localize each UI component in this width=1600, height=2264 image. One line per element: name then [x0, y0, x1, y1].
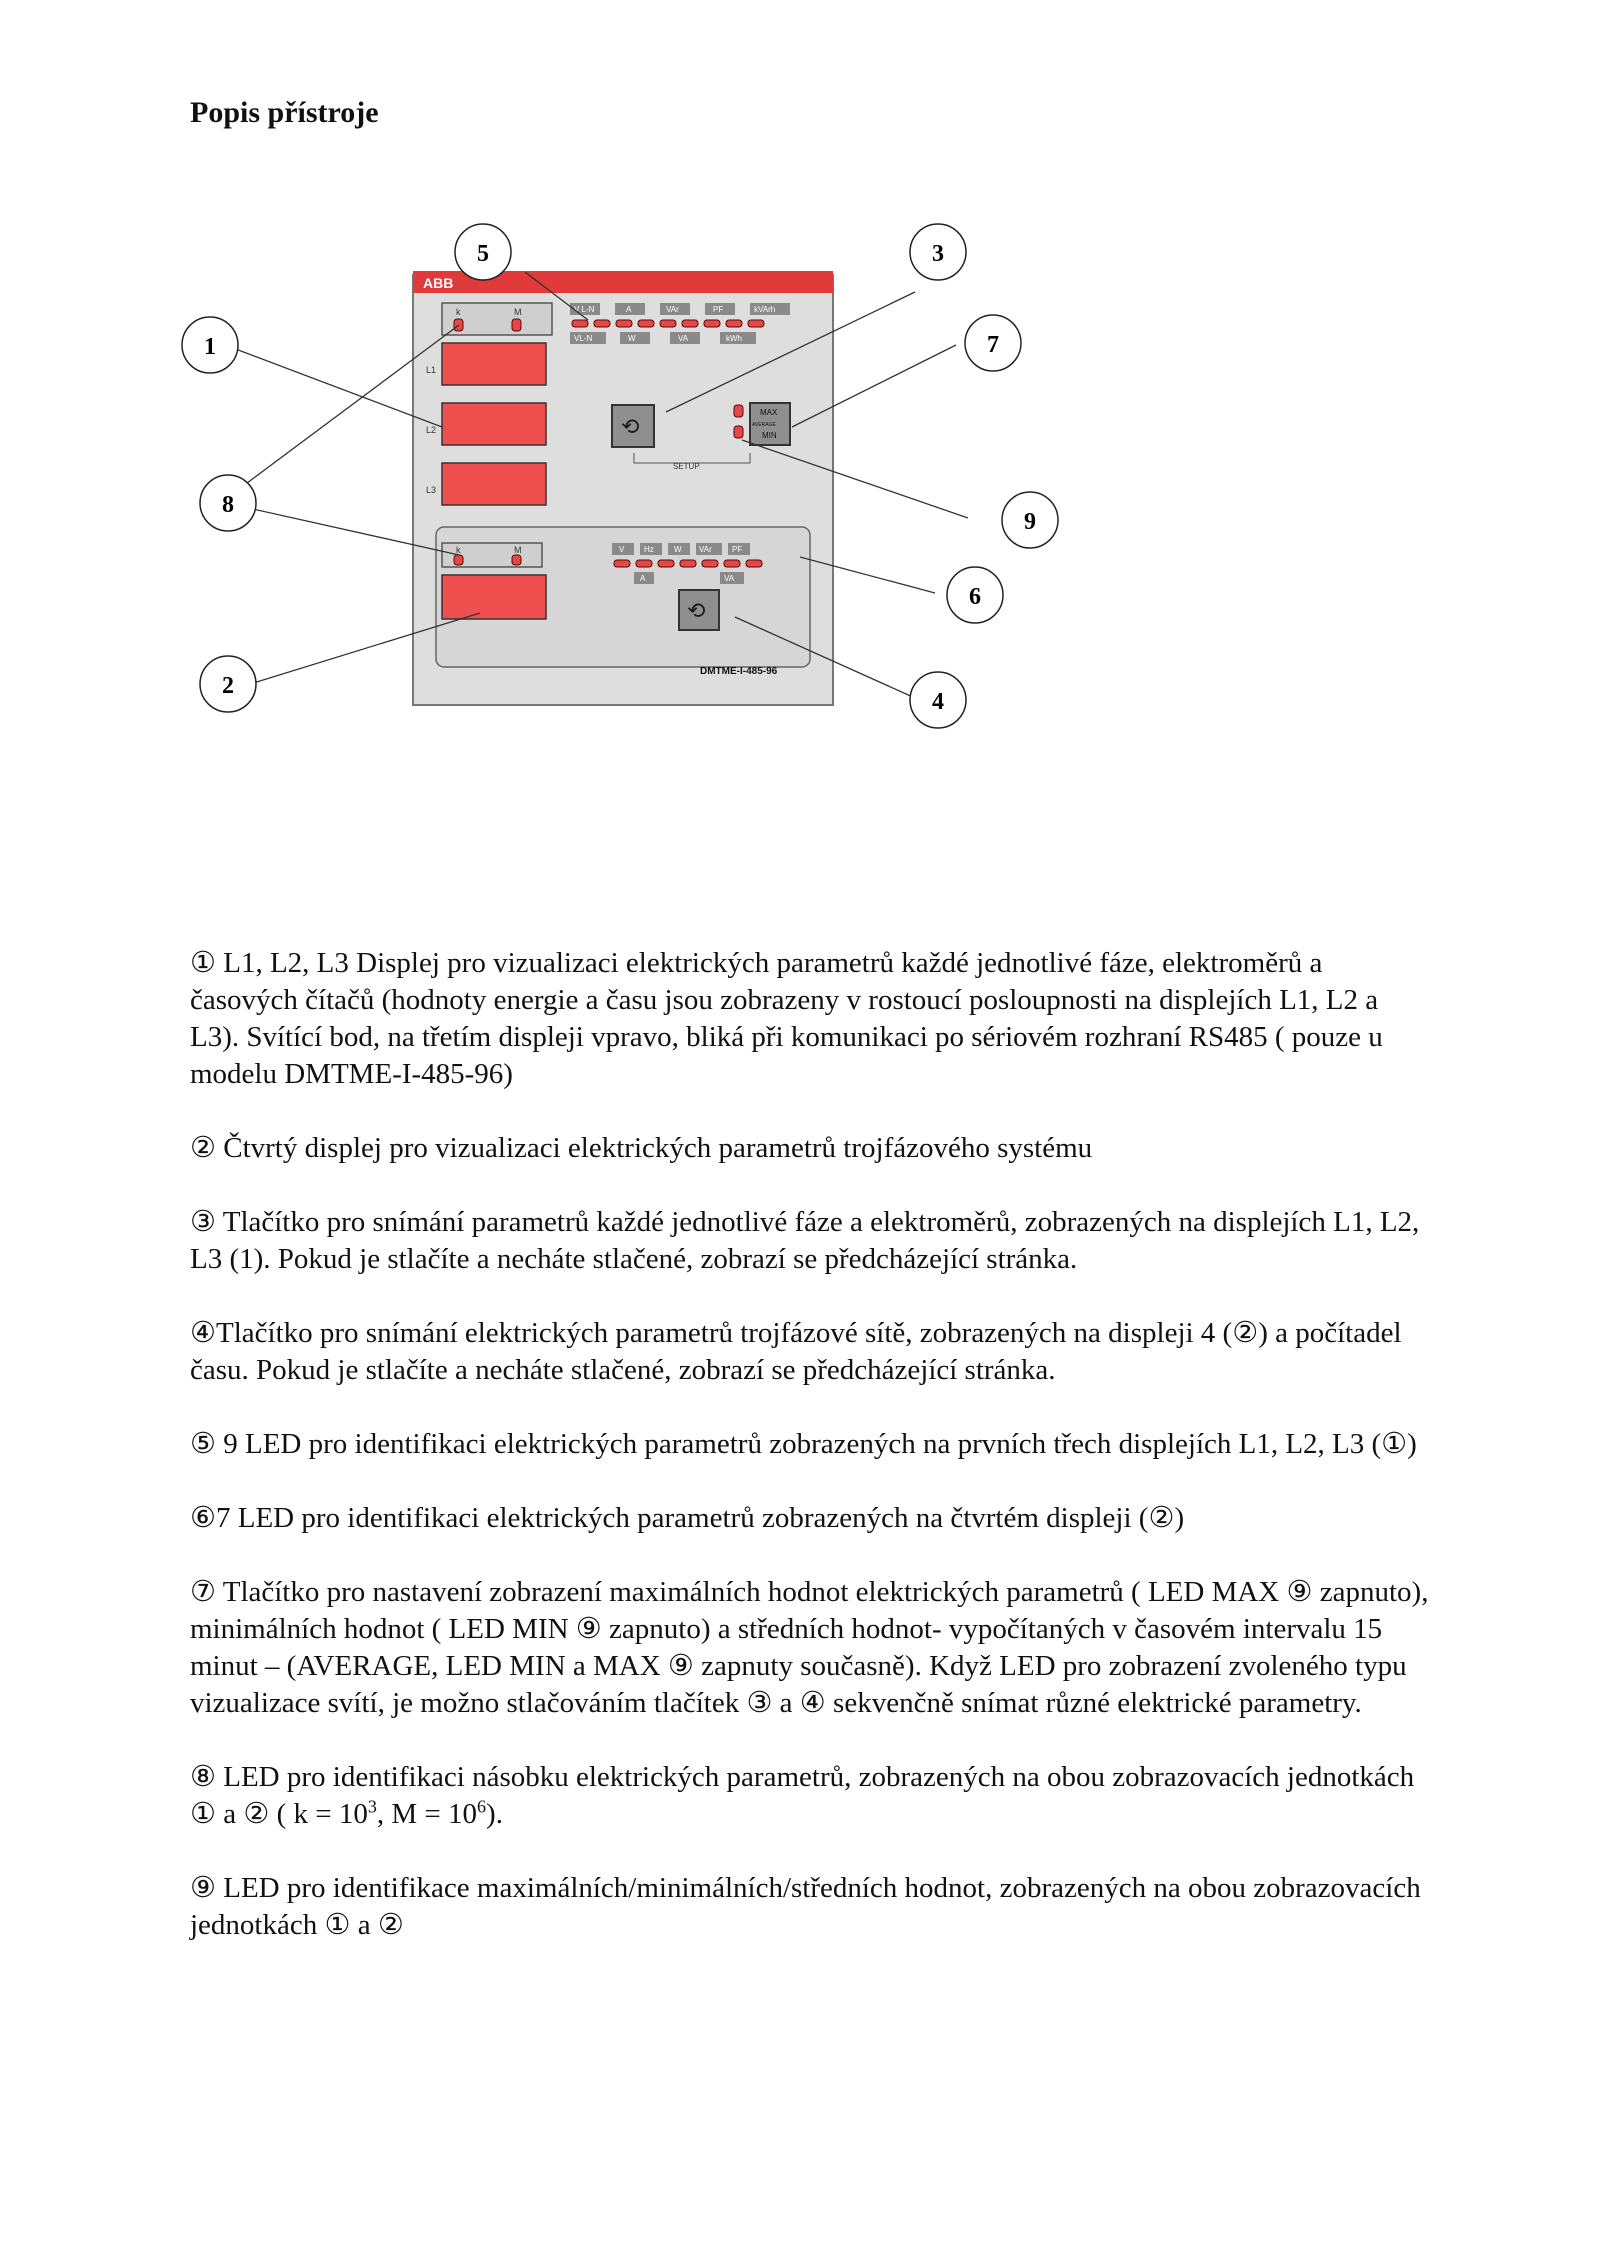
item-8-end: ). [486, 1798, 503, 1830]
callout-8 [200, 475, 256, 531]
param-label: PF [713, 305, 724, 314]
callout-3 [910, 224, 966, 280]
cycle-icon: ⟲ [621, 414, 640, 439]
param-led [638, 320, 654, 327]
param-led [572, 320, 588, 327]
callout-number: 3 [932, 241, 944, 267]
avg-label: AVERAGE [752, 422, 776, 428]
exponent-m: 6 [477, 1796, 487, 1817]
description-list [190, 945, 1430, 1981]
param-led [658, 560, 674, 567]
model-label: DMTME-I-485-96 [700, 666, 778, 677]
display-l3 [442, 463, 546, 505]
param-label: VL-N [574, 334, 593, 343]
param-led [616, 320, 632, 327]
item-6: ⑥7 LED pro identifikaci elektrických parametrů zobrazených na čtvrtém displeji (②) [190, 1502, 1185, 1534]
callout-number: 6 [969, 584, 981, 610]
led-k-label: k [456, 307, 461, 317]
lower-led-k-label: k [456, 545, 461, 555]
led-max [734, 405, 743, 417]
param-led [614, 560, 630, 567]
item-8-mid: , M = 10 [376, 1798, 478, 1830]
callout-6 [947, 567, 1003, 623]
callout-2 [200, 656, 256, 712]
param-label: A [626, 305, 632, 314]
param-label: V [619, 545, 625, 554]
item-1: ① L1, L2, L3 Displej pro vizualizaci elektrických parametrů každé jednotlivé fáze, elektroměrů a časových čítačů (hodnoty energie a času jsou zobrazeny v rostoucí posloupnosti na displejích L1, L2 a L3). Svítící bod, na třetím displeji vpravo, bliká při komunikaci po sériovém rozhraní RS485 ( pouze u modelu DMTME-I-485-96) [190, 947, 1383, 1090]
led-m-label: M [514, 307, 522, 317]
param-led [726, 320, 742, 327]
param-label: PF [732, 545, 743, 554]
param-label: kWh [726, 334, 742, 343]
callout-4 [910, 672, 966, 728]
cycle-icon: ⟲ [687, 598, 706, 623]
row-label-l1: L1 [426, 365, 437, 375]
max-label: MAX [760, 408, 778, 417]
item-4: ④Tlačítko pro snímání elektrických parametrů trojfázové sítě, zobrazených na displeji 4 (②) a počítadel času. Pokud je stlačíte a necháte stlačené, zobrazí se předcházející stránka. [190, 1317, 1402, 1386]
param-led [680, 560, 696, 567]
callout-number: 5 [477, 241, 489, 267]
param-label: V L-N [574, 305, 595, 314]
row-label-l2: L2 [426, 425, 437, 435]
display-l2 [442, 403, 546, 445]
led-m [512, 319, 521, 331]
param-label: Hz [644, 545, 654, 554]
param-led [702, 560, 718, 567]
exponent-k: 3 [367, 1796, 377, 1817]
device-diagram [160, 205, 1100, 765]
item-8-text: ⑧ LED pro identifikaci násobku elektrických parametrů, zobrazených na obou zobrazovacích jednotkách ① a ② ( k = 10 [190, 1761, 1415, 1830]
param-led [660, 320, 676, 327]
param-led [724, 560, 740, 567]
param-led [636, 560, 652, 567]
param-label: W [628, 334, 636, 343]
param-label: VAr [666, 305, 679, 314]
led-min [734, 426, 743, 438]
lower-led-k [454, 555, 463, 565]
lower-led-m-label: M [514, 545, 522, 555]
callout-number: 1 [204, 334, 216, 360]
param-led [748, 320, 764, 327]
row-label-l3: L3 [426, 485, 437, 495]
page-heading: Popis přístroje [190, 96, 379, 129]
item-9: ⑨ LED pro identifikace maximálních/minimálních/středních hodnot, zobrazených na obou zobrazovacích jednotkách ① a ② [190, 1872, 1421, 1941]
param-led [704, 320, 720, 327]
callout-number: 9 [1024, 509, 1036, 535]
lower-led-m [512, 555, 521, 565]
setup-label: SETUP [673, 462, 700, 471]
param-label: A [640, 574, 646, 583]
callout-1 [182, 317, 238, 373]
callout-number: 2 [222, 673, 234, 699]
param-label: VAr [699, 545, 712, 554]
item-3: ③ Tlačítko pro snímání parametrů každé jednotlivé fáze a elektroměrů, zobrazených na displejích L1, L2, L3 (1). Pokud je stlačíte a necháte stlačené, zobrazí se předcházející stránka. [190, 1206, 1420, 1275]
param-label: W [674, 545, 682, 554]
item-8 [190, 1759, 1430, 1833]
item-7: ⑦ Tlačítko pro nastavení zobrazení maximálních hodnot elektrických parametrů ( LED MAX ⑨ zapnuto), minimálních hodnot ( LED MIN ⑨ zapnuto) a středních hodnot- vypočítaných v časovém intervalu 15 minut – (AVERAGE, LED MIN a MAX ⑨ zapnuty současně). Když LED pro zobrazení zvoleného typu vizualizace svítí, je možno stlačováním tlačítek ③ a ④ sekvenčně snímat různé elektrické parametry. [190, 1576, 1429, 1719]
callout-number: 4 [932, 689, 944, 715]
display-4 [442, 575, 546, 619]
param-led [594, 320, 610, 327]
param-led [746, 560, 762, 567]
callout-9 [1002, 492, 1058, 548]
callout-number: 7 [987, 332, 999, 358]
callout-5 [455, 224, 511, 280]
callout-7 [965, 315, 1021, 371]
param-label: VA [678, 334, 689, 343]
display-l1 [442, 343, 546, 385]
item-2: ② Čtvrtý displej pro vizualizaci elektrických parametrů trojfázového systému [190, 1132, 1093, 1164]
param-led [682, 320, 698, 327]
param-label: kVArh [754, 305, 776, 314]
callout-number: 8 [222, 492, 234, 518]
min-label: MIN [762, 431, 777, 440]
brand-logo: ABB [423, 275, 454, 291]
item-5: ⑤ 9 LED pro identifikaci elektrických parametrů zobrazených na prvních třech displejích L1, L2, L3 (①) [190, 1428, 1417, 1460]
param-label: VA [724, 574, 735, 583]
